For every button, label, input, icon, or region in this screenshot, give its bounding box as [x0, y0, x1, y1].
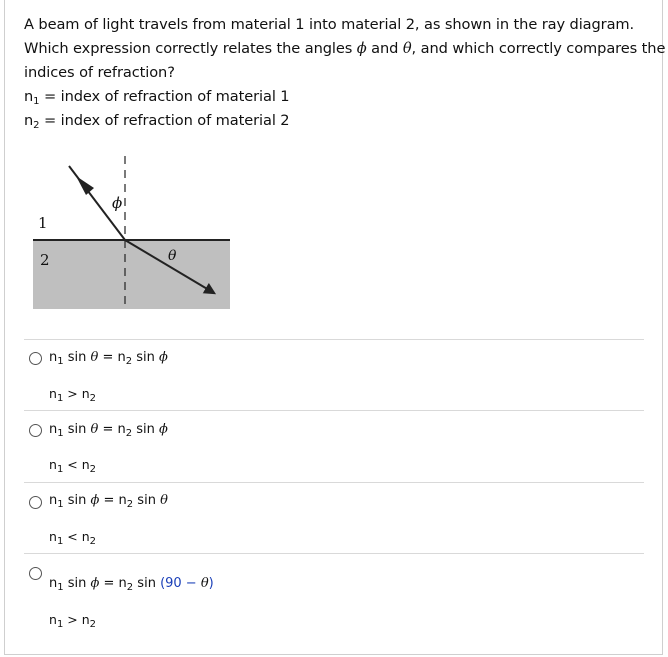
text: n — [49, 422, 58, 437]
theta-symbol: θ — [90, 422, 99, 437]
text: and — [366, 40, 403, 57]
text: n — [49, 529, 57, 544]
subscript: 1 — [57, 356, 64, 367]
n-symbol: n — [24, 112, 34, 129]
divider — [24, 410, 644, 411]
text: > n — [63, 612, 90, 627]
text: < n — [63, 529, 90, 544]
text: sin — [132, 422, 160, 437]
subscript: 2 — [126, 582, 134, 593]
option-c-equation[interactable] — [49, 493, 168, 508]
option-d-radio[interactable] — [29, 567, 42, 580]
subscript: 2 — [125, 428, 133, 439]
theta-symbol: θ — [90, 350, 99, 365]
text: n — [49, 457, 57, 472]
theta-symbol: θ — [402, 40, 412, 57]
definition-n2 — [24, 112, 290, 129]
incident-arrow-icon — [76, 176, 94, 195]
subscript: 2 — [125, 356, 133, 367]
option-d-equation[interactable] — [49, 576, 214, 591]
option-a-radio[interactable] — [29, 352, 42, 365]
text: n — [49, 493, 58, 508]
option-b-comparison — [49, 457, 97, 475]
text: = index of refraction of material 1 — [39, 88, 290, 105]
text: , and which correctly compares the — [411, 40, 666, 57]
text: = n — [98, 422, 126, 437]
text: > n — [63, 386, 90, 401]
text: = index of refraction of material 2 — [39, 112, 290, 129]
text: = n — [99, 576, 127, 591]
subscript: 2 — [89, 619, 97, 630]
phi-symbol: ϕ — [159, 350, 168, 365]
text: ) — [208, 576, 214, 591]
phi-symbol: ϕ — [90, 493, 100, 508]
text: n — [49, 350, 58, 365]
option-c-radio[interactable] — [29, 496, 42, 509]
subscript: 2 — [33, 120, 40, 131]
subscript: 1 — [56, 464, 64, 475]
text: n — [49, 612, 57, 627]
phi-symbol: ϕ — [356, 40, 367, 57]
question-line-1: A beam of light travels from material 1 into material 2, as shown in the ray diagram. — [24, 16, 635, 33]
divider — [24, 553, 644, 554]
text: < n — [63, 457, 90, 472]
question-line-2 — [24, 40, 665, 57]
text: n — [49, 386, 57, 401]
text: = n — [98, 350, 126, 365]
phi-symbol: ϕ — [159, 422, 168, 437]
subscript: 2 — [89, 464, 97, 475]
text: sin — [133, 493, 161, 508]
subscript: 1 — [57, 582, 64, 593]
angle-phi-label: ϕ — [112, 194, 123, 212]
text: (90 − — [160, 576, 201, 591]
definition-n1 — [24, 88, 290, 105]
ray-diagram — [28, 150, 238, 315]
subscript: 1 — [56, 393, 64, 404]
text: sin — [63, 576, 91, 591]
text: sin — [132, 350, 160, 365]
phi-symbol: ϕ — [90, 576, 100, 591]
subscript: 2 — [89, 393, 97, 404]
theta-symbol: θ — [160, 493, 168, 508]
material-1-label: 1 — [38, 214, 48, 232]
subscript: 2 — [89, 536, 97, 547]
option-d-comparison — [49, 612, 97, 630]
text: n — [49, 576, 58, 591]
option-b-equation[interactable] — [49, 422, 168, 437]
subscript: 1 — [57, 499, 64, 510]
subscript: 2 — [126, 499, 134, 510]
text: = n — [99, 493, 127, 508]
material-2-label: 2 — [40, 251, 50, 269]
n-symbol: n — [24, 88, 34, 105]
subscript: 1 — [56, 536, 64, 547]
divider — [24, 482, 644, 483]
material-2-region — [33, 240, 230, 309]
option-b-radio[interactable] — [29, 424, 42, 437]
theta-symbol: θ — [200, 576, 209, 591]
text: Which expression correctly relates the angles — [24, 40, 357, 57]
angle-theta-label: θ — [168, 248, 177, 264]
option-c-comparison — [49, 529, 97, 547]
divider — [24, 339, 644, 340]
option-a-comparison — [49, 386, 97, 404]
text: sin — [63, 422, 91, 437]
subscript: 1 — [33, 96, 40, 107]
text: sin — [63, 350, 91, 365]
subscript: 1 — [57, 428, 64, 439]
text: sin — [133, 576, 161, 591]
text: sin — [63, 493, 91, 508]
option-a-equation[interactable] — [49, 350, 168, 365]
subscript: 1 — [56, 619, 64, 630]
question-line-3: indices of refraction? — [24, 64, 175, 81]
